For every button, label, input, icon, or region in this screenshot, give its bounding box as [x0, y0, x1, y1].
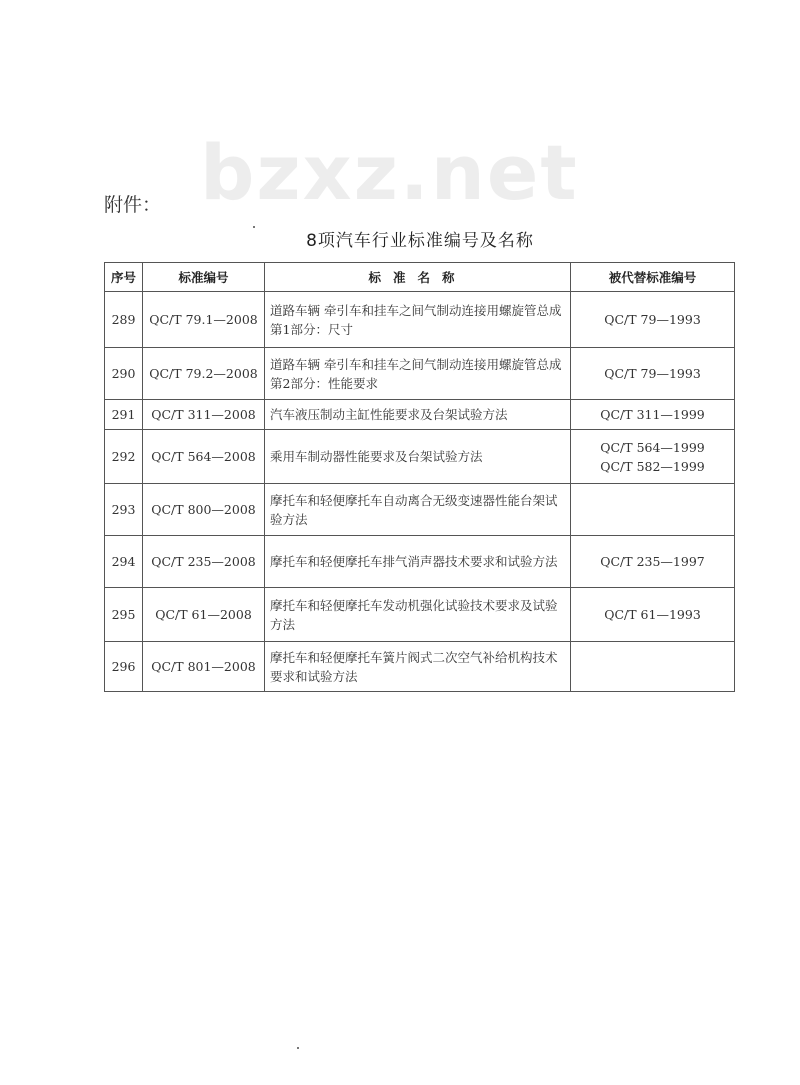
- row-name: 道路车辆 牵引车和挂车之间气制动连接用螺旋管总成 第1部分：尺寸: [265, 292, 571, 348]
- table-header-row: [105, 263, 735, 292]
- row-name: 道路车辆 牵引车和挂车之间气制动连接用螺旋管总成 第2部分：性能要求: [265, 348, 571, 400]
- row-seq: 294: [105, 536, 143, 588]
- table-row: [105, 484, 735, 536]
- row-name: 摩托车和轻便摩托车自动离合无级变速器性能台架试验方法: [265, 484, 571, 536]
- row-seq: 296: [105, 642, 143, 692]
- row-code: QC/T 564—2008: [143, 430, 265, 484]
- table-row: [105, 642, 735, 692]
- row-name: 摩托车和轻便摩托车簧片阀式二次空气补给机构技术要求和试验方法: [265, 642, 571, 692]
- row-replaced: [571, 292, 735, 348]
- row-replaced: [571, 642, 735, 692]
- attachment-label: 附件：: [104, 194, 162, 216]
- row-replaced: [571, 536, 735, 588]
- scan-speck: [253, 226, 255, 228]
- row-seq: 293: [105, 484, 143, 536]
- table-row: [105, 430, 735, 484]
- row-code: QC/T 800—2008: [143, 484, 265, 536]
- table-row: [105, 348, 735, 400]
- replaced-code: QC/T 79—1993: [604, 366, 701, 381]
- replaced-code: QC/T 582—1999: [600, 458, 705, 474]
- replaced-code: QC/T 564—1999: [600, 439, 705, 455]
- row-replaced: [571, 348, 735, 400]
- replaced-code: QC/T 61—1993: [604, 607, 701, 622]
- row-replaced: [571, 588, 735, 642]
- header-replaced: 被代替标准编号: [571, 263, 735, 292]
- replaced-code: QC/T 235—1997: [600, 554, 705, 569]
- standards-table: [104, 262, 735, 692]
- table-title: 8项汽车行业标准编号及名称: [306, 231, 534, 251]
- row-seq: 292: [105, 430, 143, 484]
- header-std-no: 标准编号: [143, 263, 265, 292]
- row-name: 摩托车和轻便摩托车排气消声器技术要求和试验方法: [265, 536, 571, 588]
- row-code: QC/T 79.2—2008: [143, 348, 265, 400]
- row-code: QC/T 801—2008: [143, 642, 265, 692]
- row-seq: 289: [105, 292, 143, 348]
- row-seq: 291: [105, 400, 143, 430]
- row-replaced: [571, 430, 735, 484]
- row-code: QC/T 311—2008: [143, 400, 265, 430]
- table-row: [105, 536, 735, 588]
- replaced-code: QC/T 79—1993: [604, 312, 701, 327]
- header-seq: 序号: [105, 263, 143, 292]
- row-code: QC/T 61—2008: [143, 588, 265, 642]
- row-name: 汽车液压制动主缸性能要求及台架试验方法: [265, 400, 571, 430]
- table-row: [105, 292, 735, 348]
- replaced-code: QC/T 311—1999: [600, 407, 705, 422]
- row-code: QC/T 79.1—2008: [143, 292, 265, 348]
- row-replaced: [571, 400, 735, 430]
- row-name: 乘用车制动器性能要求及台架试验方法: [265, 430, 571, 484]
- watermark: bzxz.net: [200, 128, 579, 217]
- row-seq: 295: [105, 588, 143, 642]
- scan-speck: [297, 1047, 299, 1049]
- row-replaced: [571, 484, 735, 536]
- table-row: [105, 400, 735, 430]
- row-seq: 290: [105, 348, 143, 400]
- table-row: [105, 588, 735, 642]
- row-name: 摩托车和轻便摩托车发动机强化试验技术要求及试验方法: [265, 588, 571, 642]
- header-std-name: 标准名称: [265, 263, 571, 292]
- row-code: QC/T 235—2008: [143, 536, 265, 588]
